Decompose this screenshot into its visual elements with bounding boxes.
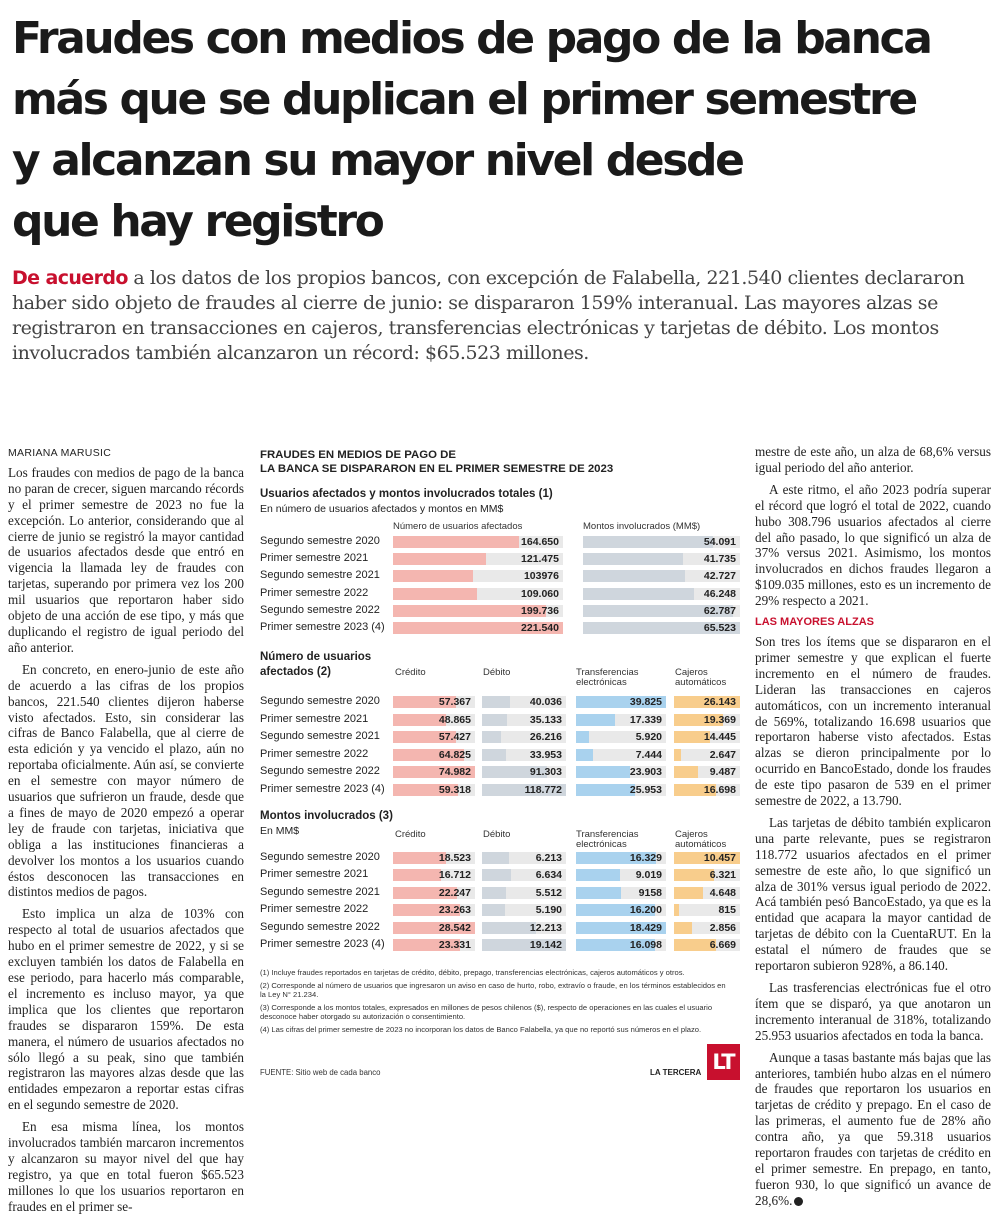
bar-value: 64.825 [438, 748, 471, 761]
bar-value: 91.303 [529, 766, 562, 778]
bar-cell [674, 696, 740, 708]
bar-cell [576, 904, 666, 916]
bar-value: 57.427 [438, 731, 471, 743]
bar [482, 749, 506, 761]
bar-value: 35.133 [529, 713, 562, 726]
bar-cell [583, 570, 740, 582]
bar-cell [482, 922, 566, 934]
bar-cell [576, 784, 666, 796]
bar-value: 57.367 [438, 696, 471, 708]
paragraph: En concreto, en enero-junio de este año de acuerdo a las cifras de los propios bancos, 221.540 clientes dijeron haberse visto afectados. Esto, sin considerar las cifras de Banco Falabella, que al cierre de esta edición y ya vencido el plazo, aún no reportaba oficialmente. Aún así, se convierte en el semestre con mayor número de usuarios que sufrieron un fraude, desde que a fines de mayo de 2020 empezó a operar ley de fraude con tarjetas, iniciativa que obliga a las instituciones financieras a devolver los montos a los usuarios cuando éstos desconocen las transacciones en distintos medios de pagos. [8, 661, 244, 900]
col-header-line: electrónicas [576, 839, 627, 850]
bar-cell [576, 922, 666, 934]
bar-value: 65.523 [703, 622, 736, 634]
bar-value: 121.475 [521, 553, 559, 566]
bar [583, 588, 694, 600]
row-label: Segundo semestre 2021 [260, 569, 380, 582]
bar [576, 766, 630, 778]
bar-cell [393, 766, 475, 778]
article-column-right [755, 444, 991, 1215]
bar-cell [674, 939, 740, 951]
bar-cell [393, 622, 563, 634]
footnote: (3) Corresponde a los montos totales, expresados en millones de pesos chilenos ($), respecto de operaciones en las cuales el usuario desconoce haber otorgado su autorización o consentimiento. [260, 1002, 713, 1022]
paragraph: En esa misma línea, los montos involucrados también marcaron incrementos y alcanzaron su mayor nivel del que hay registro, ya que en total fueron $65.523 millones lo que los usuarios reportaron en fraudes en el primer se- [8, 1119, 244, 1214]
row-label: Segundo semestre 2020 [260, 851, 380, 863]
bar-value: 46.248 [703, 587, 736, 600]
bar-cell [583, 622, 740, 634]
bar-cell [583, 605, 740, 617]
bar-value: 74.982 [438, 766, 471, 778]
bar [674, 869, 714, 881]
col-header-credito: Crédito [395, 829, 426, 840]
bar-cell [393, 696, 475, 708]
section2-title [260, 650, 371, 680]
bar [674, 766, 698, 778]
bar-cell [393, 731, 475, 743]
infographic-title [260, 448, 740, 476]
section3-title: Montos involucrados (3) [260, 810, 393, 822]
bar [583, 553, 683, 565]
bar-cell [576, 696, 666, 708]
headline-line: Fraudes con medios de pago de la banca [12, 13, 931, 64]
bar-value: 17.339 [629, 713, 662, 726]
deck [12, 266, 997, 366]
bar-value: 19.369 [703, 713, 736, 726]
bar-cell [393, 887, 475, 899]
bar-cell [393, 714, 475, 726]
bar [576, 731, 589, 743]
bar-cell [674, 784, 740, 796]
bar-value: 118.772 [524, 783, 562, 796]
bar-cell [674, 922, 740, 934]
col-header-credito: Crédito [395, 667, 426, 678]
row-label: Primer semestre 2021 [260, 712, 369, 725]
bar-value: 62.787 [703, 604, 736, 617]
bar-value: 23.331 [438, 939, 471, 951]
bar [482, 887, 506, 899]
col-header-transferencias [576, 830, 638, 850]
bar-cell [393, 570, 563, 582]
col-header-montos: Montos involucrados (MM$) [583, 521, 701, 532]
bar-cell [393, 553, 563, 565]
bar-cell [482, 939, 566, 951]
subhead: LAS MAYORES ALZAS [755, 616, 874, 629]
bar-cell [482, 749, 566, 761]
section2-title-line: afectados (2) [260, 666, 331, 678]
row-label: Primer semestre 2021 [260, 868, 369, 881]
row-label: Segundo semestre 2021 [260, 885, 380, 898]
bar-value: 10.457 [703, 852, 736, 864]
bar-value: 26.143 [703, 696, 736, 708]
byline: MARIANA MARUSIC [8, 447, 112, 459]
bar [393, 536, 519, 548]
bar-cell [482, 731, 566, 743]
bar [482, 696, 510, 708]
footnote: (4) Las cifras del primer semestre de 2023 no incorporan los datos de Banco Falabella, ya que no reportó sus números en el plazo. [260, 1024, 702, 1034]
bar-cell [482, 784, 566, 796]
paragraph: Son tres los ítems que se dispararon en el primer semestre y que explican el fuerte incremento en el número de fraudes. Lideran las transacciones en cajeros automáticos, con un incremento interanual de 569%, totalizando 16.698 usuarios que reportaron haberse visto afectados. Estas alzas se dieron principalmente por lo ocurrido en BancoEstado, donde los fraudes de este tipo pasaron de 539 en el primer semestre de 2022, a 13.790. [755, 633, 991, 809]
bar-cell [482, 887, 566, 899]
bar-value: 48.865 [438, 713, 471, 726]
bar-value: 109.060 [521, 587, 559, 600]
bar-value: 9.019 [635, 869, 662, 882]
col-header-line: Cajeros [675, 829, 708, 840]
bar-cell [482, 904, 566, 916]
headline-line: que hay registro [12, 196, 383, 247]
bar [482, 904, 505, 916]
bar [482, 852, 509, 864]
bar-value: 6.669 [709, 939, 736, 951]
bar-value: 39.825 [629, 696, 662, 708]
bar [393, 869, 441, 881]
bar-cell [393, 869, 475, 881]
bar-value: 2.647 [709, 748, 736, 761]
col-header-usuarios: Número de usuarios afectados [393, 521, 523, 532]
bar-cell [674, 749, 740, 761]
bar-value: 25.953 [629, 783, 662, 796]
bar-value: 59.318 [438, 783, 471, 796]
bar-cell [674, 714, 740, 726]
bar [482, 869, 511, 881]
bar-cell [674, 852, 740, 864]
row-label: Segundo semestre 2020 [260, 695, 380, 707]
bar-cell [482, 696, 566, 708]
col-header-cajeros [675, 668, 726, 688]
bar [674, 904, 679, 916]
row-label: Segundo semestre 2020 [260, 535, 380, 547]
bar-cell [482, 852, 566, 864]
bar [576, 869, 620, 881]
row-label: Primer semestre 2021 [260, 552, 369, 565]
bar-value: 4.648 [709, 886, 736, 899]
col-header-line: electrónicas [576, 677, 627, 688]
bar [482, 714, 507, 726]
paragraph: Esto implica un alza de 103% con respecto al total de usuarios afectados que hubo en el primer semestre de 2022, y si se excluyen también los datos de Falabella en ese periodo, para hacerlo más comparable, el incremento es incluso mayor, ya que implica que los clientes que reportaron fraudes se dispararon 159%. De esta manera, el número de usuarios afectados no sólo llegó a su peak, sino que también registraron las mayores alzas desde que las entidades empezaron a reportar estas cifras en el segundo semestre de 2020. [8, 906, 244, 1113]
row-label: Segundo semestre 2022 [260, 920, 380, 933]
bar-cell [576, 887, 666, 899]
paragraph: Las trasferencias electrónicas fue el otro ítem que se disparó, ya que anotaron un incremento interanual de 318%, totalizando 25.953 usuarios afectados en toda la banca. [755, 980, 991, 1043]
bar-value: 6.321 [709, 869, 736, 882]
bar-cell [576, 766, 666, 778]
article-column-left [8, 446, 244, 1221]
paragraph: Las tarjetas de débito también explicaron una parte relevante, pues se registraron 118.772 usuarios afectados en el primer semestre de este año, lo que significó un alza de 301% versus igual periodo de 2022. Acá también pesó BancoEstado, ya que es la entidad que acapara la mayor cantidad de tarjetas de débito con la CuentaRUT. En la estatal el número de fraudes que se reportaron subieron 928%, a 86.140. [755, 814, 991, 974]
paragraph [755, 1050, 991, 1209]
col-header-debito: Débito [483, 667, 511, 678]
source: FUENTE: Sitio web de cada banco [260, 1068, 381, 1077]
bar-value: 23.903 [629, 766, 662, 778]
headline-line: y alcanzan su mayor nivel desde [12, 135, 743, 186]
bar-value: 40.036 [529, 696, 562, 708]
paragraph-text: Aunque a tasas bastante más bajas que las anteriores, también hubo alzas en el número de fraudes que reportaron los usuarios en tarjetas de crédito y prepago. En el caso de las primeras, el aumento fue de 28% año contra año, ya que 59.318 usuarios reportaron fraudes con tarjetas de crédito en el primer semestre. En prepago, en tanto, fueron 930, lo que significó un avance de 28,6%. [755, 1049, 991, 1208]
bar-value: 16.200 [629, 904, 662, 917]
bar-value: 23.263 [438, 904, 471, 917]
bar [393, 553, 486, 565]
bar-value: 22.247 [438, 886, 471, 899]
col-header-cajeros [675, 830, 726, 850]
end-mark-icon [794, 1197, 803, 1206]
col-header-line: Cajeros [675, 667, 708, 678]
section1-title: Usuarios afectados y montos involucrados totales (1) [260, 488, 553, 500]
bar-value: 9.487 [709, 766, 736, 778]
headline [12, 8, 982, 252]
infographic [256, 448, 746, 1088]
bar [583, 570, 685, 582]
section1-subtitle: En número de usuarios afectados y montos en MM$ [260, 503, 504, 515]
row-label: Primer semestre 2022 [260, 586, 369, 599]
deck-text: a los datos de los propios bancos, con excepción de Falabella, 221.540 clientes declararon haber sido objeto de fraudes al cierre de junio: se dispararon 159% interanual. Las mayores alzas se registraron en transacciones en cajeros, transferencias electrónicas y tarjetas de débito. Los montos involucrados también alcanzaron un récord: $65.523 millones. [12, 267, 965, 364]
bar-value: 2.856 [709, 921, 736, 934]
bar [393, 570, 473, 582]
bar-cell [393, 922, 475, 934]
bar-cell [393, 784, 475, 796]
bar-value: 16.698 [703, 783, 736, 796]
footnotes [260, 968, 730, 1038]
bar-value: 7.444 [635, 748, 662, 761]
bar-cell [583, 553, 740, 565]
col-header-transferencias [576, 668, 638, 688]
bar-value: 6.634 [535, 869, 562, 882]
bar-cell [393, 588, 563, 600]
bar-value: 5.512 [535, 886, 562, 899]
bar-value: 18.429 [629, 921, 662, 934]
bar [576, 714, 615, 726]
bar-value: 33.953 [529, 748, 562, 761]
col-header-line: Transferencias [576, 667, 639, 678]
paragraph: Los fraudes con medios de pago de la banca no paran de crecer, siguen marcando récords y el primer semestre de 2023 no fue la excepción. Lo anterior, considerando que al cierre de junio se registró la mayor cantidad de usuarios afectados desde que entró en vigencia la llamada ley de fraudes con tarjetas, superando por primera vez los 200 mil usuarios que reportaron haber sido objeto de una acción de ese tipo, y más que duplicando el registro de igual periodo del año anterior. [8, 464, 244, 655]
headline-line: más que se duplican el primer semestre [12, 74, 916, 125]
col-header-debito: Débito [483, 829, 511, 840]
bar-value: 5.190 [535, 904, 562, 917]
bar-value: 18.523 [438, 852, 471, 864]
row-label: Primer semestre 2022 [260, 903, 369, 916]
brand-name: LA TERCERA [650, 1068, 702, 1077]
bar-value: 14.445 [703, 731, 736, 743]
bar-cell [393, 852, 475, 864]
bar-cell [583, 588, 740, 600]
la-tercera-logo: LT [707, 1044, 740, 1080]
bar-cell [393, 605, 563, 617]
bar-cell [576, 731, 666, 743]
bar-value: 16.712 [438, 869, 471, 882]
bar [576, 887, 621, 899]
bar [576, 749, 593, 761]
row-label: Primer semestre 2023 (4) [260, 782, 385, 795]
paragraph: mestre de este año, un alza de 68,6% versus igual periodo del año anterior. [755, 444, 991, 475]
bar-value: 164.650 [521, 536, 559, 548]
footnote: (1) Incluye fraudes reportados en tarjetas de crédito, débito, prepago, transferencias electrónicas, cajeros automáticos y otros. [260, 968, 685, 977]
bar-cell [393, 939, 475, 951]
col-header-line: automáticos [675, 677, 727, 688]
bar-value: 26.216 [529, 731, 562, 743]
bar-value: 12.213 [529, 921, 562, 934]
bar [482, 731, 501, 743]
bar-value: 5.920 [635, 731, 662, 743]
bar-value: 42.727 [703, 570, 736, 583]
row-label: Primer semestre 2023 (4) [260, 621, 385, 633]
bar [674, 922, 692, 934]
bar [393, 588, 477, 600]
row-label: Primer semestre 2023 (4) [260, 938, 385, 950]
bar-cell [393, 749, 475, 761]
bar-value: 41.735 [703, 553, 736, 566]
bar-cell [393, 904, 475, 916]
col-header-line: Transferencias [576, 829, 639, 840]
paragraph: A este ritmo, el año 2023 podría superar el récord que logró el total de 2022, cuando hubo 308.796 usuarios afectados al cierre del año pasado, lo que significó un alza de 37% versus 2021. Asimismo, los montos involucrados en dichos fraudes llegaron a $109.035 millones, esto es un incremento de 29% respecto a 2021. [755, 481, 991, 609]
deck-lead: De acuerdo [12, 267, 128, 289]
section3-subtitle: En MM$ [260, 825, 300, 837]
bar-cell [393, 536, 563, 548]
bar-cell [576, 869, 666, 881]
bar [482, 922, 536, 934]
bar-cell [482, 714, 566, 726]
bar-value: 199.736 [521, 604, 559, 617]
bar-cell [482, 869, 566, 881]
bar [674, 749, 681, 761]
bar-value: 815 [718, 904, 736, 917]
bar-value: 6.213 [535, 852, 562, 864]
bar-cell [576, 714, 666, 726]
section2-title-line: Número de usuarios [260, 651, 372, 663]
bar-value: 16.098 [629, 939, 662, 951]
bar [583, 536, 713, 548]
bar-cell [576, 852, 666, 864]
row-label: Segundo semestre 2022 [260, 603, 380, 616]
footnote: (2) Corresponde al número de usuarios que ingresaron un aviso en caso de hurto, robo, extravío o fraude, en los términos establecidos en la Ley N° 21.234. [260, 980, 726, 1000]
bar-value: 28.542 [438, 921, 471, 934]
bar-value: 16.329 [629, 852, 662, 864]
infographic-title-line: FRAUDES EN MEDIOS DE PAGO DE [260, 449, 456, 461]
bar-value: 54.091 [703, 536, 736, 548]
bar [674, 887, 703, 899]
bar-value: 221.540 [521, 622, 559, 634]
bar-cell [674, 731, 740, 743]
bar-value: 103976 [523, 570, 559, 583]
infographic-title-line: LA BANCA SE DISPARARON EN EL PRIMER SEMESTRE DE 2023 [260, 463, 614, 475]
bar-cell [674, 887, 740, 899]
row-label: Segundo semestre 2022 [260, 765, 380, 777]
bar-cell [482, 766, 566, 778]
bar-cell [674, 869, 740, 881]
bar-cell [583, 536, 740, 548]
bar [576, 784, 635, 796]
bar-cell [674, 904, 740, 916]
bar-value: 9158 [638, 886, 662, 899]
bar-cell [674, 766, 740, 778]
row-label: Primer semestre 2022 [260, 747, 369, 760]
col-header-line: automáticos [675, 839, 727, 850]
bar-cell [576, 939, 666, 951]
bar-value: 19.142 [529, 939, 562, 951]
bar-cell [576, 749, 666, 761]
row-label: Segundo semestre 2021 [260, 730, 380, 742]
